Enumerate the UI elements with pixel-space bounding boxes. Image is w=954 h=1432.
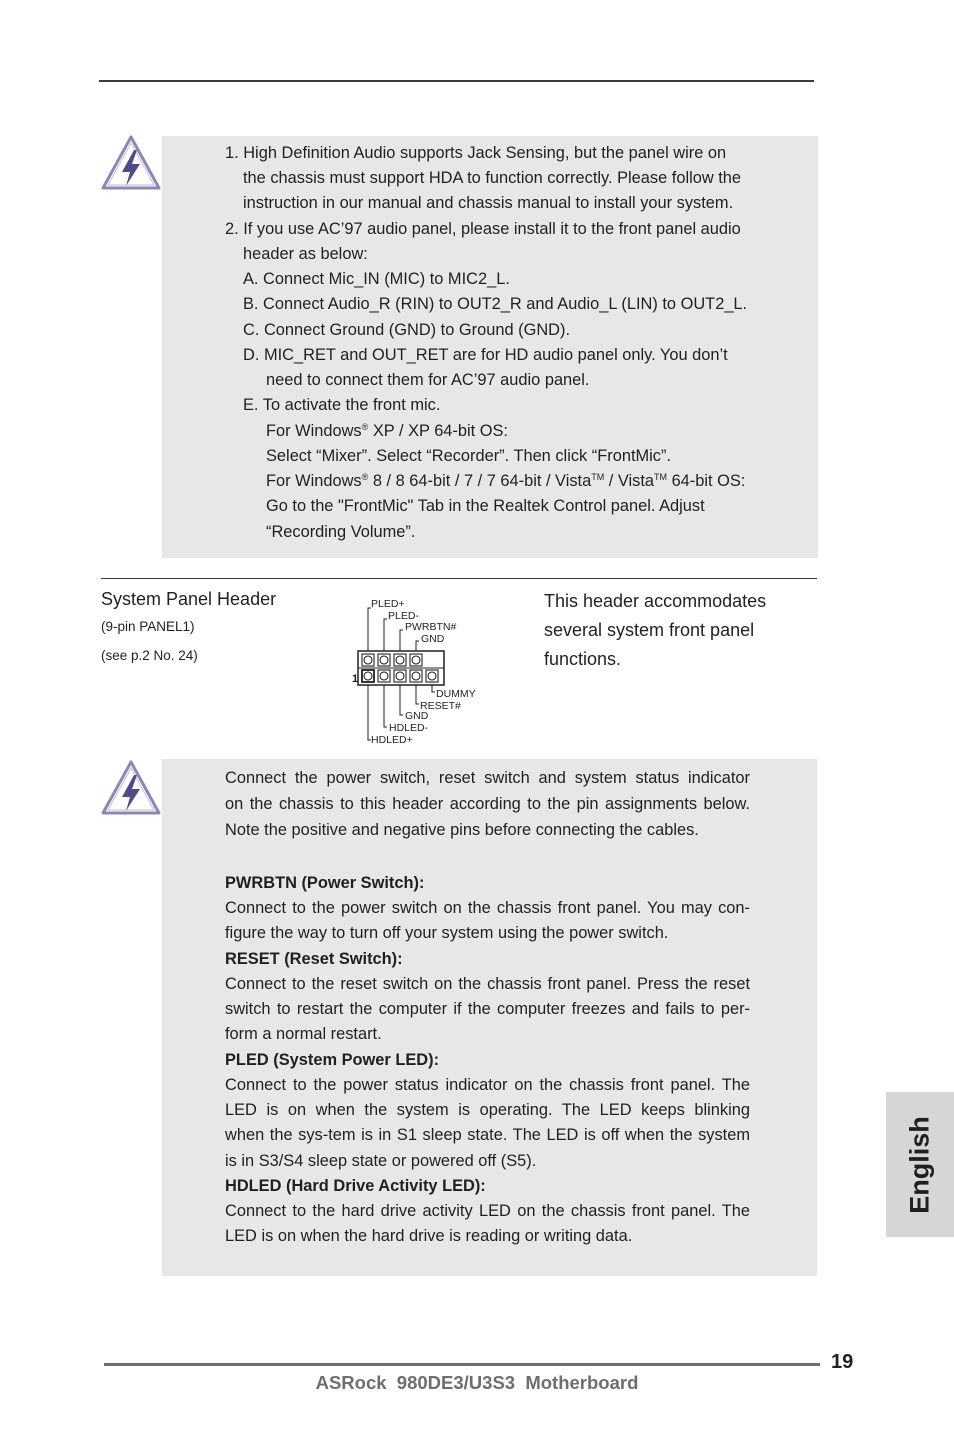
audio-note-2-line-2: header as below: bbox=[243, 245, 368, 263]
language-tab bbox=[886, 1092, 954, 1237]
reset-text-line-1: Connect to the reset switch on the chassis front panel. Press the reset bbox=[225, 975, 750, 993]
pwrbtn-heading: PWRBTN (Power Switch): bbox=[225, 874, 425, 892]
windows-vista-label: / Vista bbox=[604, 472, 655, 490]
footer-rule bbox=[104, 1363, 820, 1366]
audio-step-c: C. Connect Ground (GND) to Ground (GND). bbox=[243, 321, 571, 339]
audio-step-e: E. To activate the front mic. bbox=[243, 396, 441, 414]
hdled-text-line-1: Connect to the hard drive activity LED on the chassis front panel. The bbox=[225, 1202, 750, 1220]
windows-xp-line bbox=[266, 419, 508, 444]
system-panel-reference: (see p.2 No. 24) bbox=[101, 648, 198, 663]
windows-8-versions: 8 / 8 64-bit / 7 / 7 64-bit / Vista bbox=[368, 472, 592, 490]
system-panel-description-line-1: This header accommodates bbox=[544, 591, 767, 611]
audio-step-a: A. Connect Mic_IN (MIC) to MIC2_L. bbox=[243, 270, 510, 288]
pin-label-gnd-top: GND bbox=[421, 633, 445, 645]
pin-label-pled-minus: PLED- bbox=[388, 610, 419, 622]
pwrbtn-text-line-2: figure the way to turn off your system using the power switch. bbox=[225, 924, 669, 942]
panel-intro-line-1: Connect the power switch, reset switch and system status indicator bbox=[225, 769, 750, 787]
pin-label-gnd-bottom: GND bbox=[405, 710, 429, 722]
system-panel-description-line-3: functions. bbox=[544, 649, 622, 669]
reset-text-line-3: form a normal restart. bbox=[225, 1025, 382, 1043]
pled-heading: PLED (System Power LED): bbox=[225, 1051, 440, 1069]
audio-note-1-line-3: instruction in our manual and chassis manual to install your system. bbox=[243, 194, 734, 212]
warning-icon bbox=[100, 134, 162, 192]
top-rule bbox=[99, 80, 814, 82]
reset-text-line-2: switch to restart the computer if the computer freezes and fails to per- bbox=[225, 1000, 750, 1018]
pwrbtn-text-line-1: Connect to the power switch on the chassis front panel. You may con- bbox=[225, 899, 750, 917]
page-number: 19 bbox=[831, 1351, 854, 1373]
pin-label-hdled-minus: HDLED- bbox=[389, 722, 429, 734]
windows-xp-prefix: For Windows bbox=[266, 422, 362, 440]
windows-8-instruction-line-1: Go to the "FrontMic" Tab in the Realtek Control panel. Adjust bbox=[266, 497, 705, 515]
audio-step-d-line-2: need to connect them for AC’97 audio panel. bbox=[266, 371, 590, 389]
pin-label-pled-plus: PLED+ bbox=[371, 598, 405, 610]
pin-label-hdled-plus: HDLED+ bbox=[371, 734, 413, 746]
panel-header-pin-diagram bbox=[350, 594, 490, 746]
pled-text-line-2: LED is on when the system is operating. The LED keeps blinking bbox=[225, 1101, 750, 1119]
hdled-text-line-2: LED is on when the hard drive is reading or writing data. bbox=[225, 1227, 633, 1245]
system-panel-description-line-2: several system front panel bbox=[544, 620, 755, 640]
windows-8-instruction-line-2: “Recording Volume”. bbox=[266, 523, 416, 541]
windows-8-prefix: For Windows bbox=[266, 472, 362, 490]
registered-mark: ® bbox=[361, 422, 369, 432]
system-panel-title: System Panel Header bbox=[101, 589, 277, 609]
language-tab-label: English bbox=[904, 1115, 935, 1214]
warning-icon bbox=[100, 759, 162, 817]
windows-8-suffix: 64-bit OS: bbox=[667, 472, 746, 490]
windows-8-line bbox=[266, 469, 745, 494]
trademark-mark: TM bbox=[591, 472, 605, 482]
pin-label-reset: RESET# bbox=[420, 700, 461, 712]
windows-xp-instruction: Select “Mixer”. Select “Recorder”. Then click “FrontMic”. bbox=[266, 447, 671, 465]
system-panel-subtitle: (9-pin PANEL1) bbox=[101, 619, 195, 634]
audio-note-1-line-1: 1. High Definition Audio supports Jack Sensing, but the panel wire on bbox=[225, 144, 727, 162]
audio-note-1-line-2: the chassis must support HDA to function correctly. Please follow the bbox=[243, 169, 742, 187]
reset-heading: RESET (Reset Switch): bbox=[225, 950, 403, 968]
section-rule bbox=[101, 578, 817, 579]
pled-text-line-1: Connect to the power status indicator on the chassis front panel. The bbox=[225, 1076, 750, 1094]
panel-intro-line-3: Note the positive and negative pins before connecting the cables. bbox=[225, 821, 699, 839]
pled-text-line-3: when the sys-tem is in S1 sleep state. The LED is off when the system bbox=[225, 1126, 750, 1144]
registered-mark: ® bbox=[361, 472, 369, 482]
audio-step-d-line-1: D. MIC_RET and OUT_RET are for HD audio panel only. You don’t bbox=[243, 346, 728, 364]
hdled-heading: HDLED (Hard Drive Activity LED): bbox=[225, 1177, 486, 1195]
pin-label-pwrbtn: PWRBTN# bbox=[405, 621, 457, 633]
footer-product-name: ASRock 980DE3/U3S3 Motherboard bbox=[315, 1372, 639, 1393]
trademark-mark: TM bbox=[654, 472, 668, 482]
panel-intro-line-2: on the chassis to this header according to the pin assignments below. bbox=[225, 795, 750, 813]
audio-step-b: B. Connect Audio_R (RIN) to OUT2_R and Audio_L (LIN) to OUT2_L. bbox=[243, 295, 748, 313]
pin-one-marker: 1 bbox=[352, 673, 359, 685]
windows-xp-suffix: XP / XP 64-bit OS: bbox=[368, 422, 508, 440]
pin-label-dummy: DUMMY bbox=[436, 688, 476, 700]
audio-note-2-line-1: 2. If you use AC’97 audio panel, please install it to the front panel audio bbox=[225, 220, 741, 238]
pled-text-line-4: is in S3/S4 sleep state or powered off (S5). bbox=[225, 1152, 537, 1170]
